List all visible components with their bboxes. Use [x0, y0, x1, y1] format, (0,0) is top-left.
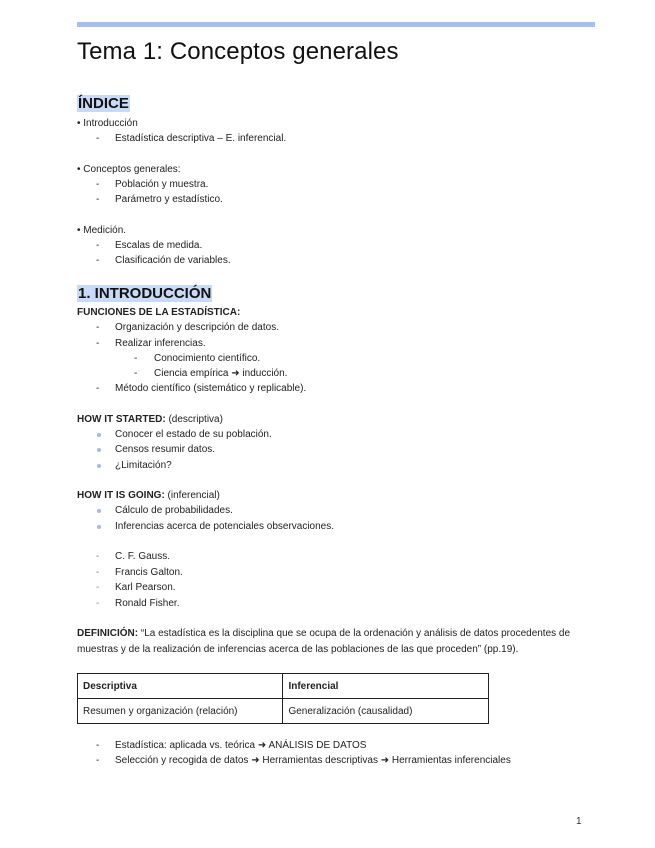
person-item: Francis Galton.	[115, 567, 183, 578]
person-item: Ronald Fisher.	[115, 598, 180, 609]
dash-marker: -	[96, 582, 100, 593]
dash-marker: -	[96, 194, 100, 205]
funcion-subitem: Ciencia empírica ➜ inducción.	[154, 368, 288, 379]
going-item: Cálculo de probabilidades.	[115, 505, 233, 516]
person-item: Karl Pearson.	[115, 582, 176, 593]
bullet-dot	[97, 525, 101, 529]
dash-marker: -	[96, 240, 100, 251]
started-item: Conocer el estado de su población.	[115, 429, 272, 440]
dash-marker: -	[96, 133, 100, 144]
funcion-item: Realizar inferencias.	[115, 338, 206, 349]
funcion-subitem: Conocimiento científico.	[154, 353, 261, 364]
bullet-dot	[97, 509, 101, 513]
closing-item: Estadística: aplicada vs. teórica ➜ ANÁLISIS DE DATOS	[115, 740, 367, 751]
funcion-item: Organización y descripción de datos.	[115, 322, 279, 333]
indice-bullet: • Introducción	[77, 118, 138, 129]
indice-bullet: • Medición.	[77, 225, 127, 236]
page-title: Tema 1: Conceptos generales	[77, 38, 399, 65]
bullet-dot	[97, 464, 101, 468]
dash-marker: -	[96, 255, 100, 266]
bullet-dot	[97, 448, 101, 452]
table-cell: Resumen y organización (relación)	[78, 699, 283, 724]
definition-paragraph: DEFINICIÓN: “La estadística es la disciplina que se ocupa de la ordenación y análisis de datos procedentes de muestras y de la realización de inferencias acerca de las poblaciones de las que proceden” (pp.19).	[77, 628, 571, 655]
dash-marker: -	[96, 383, 100, 394]
dash-marker: -	[96, 338, 100, 349]
table-cell: Generalización (causalidad)	[283, 699, 489, 724]
dash-marker: -	[96, 322, 100, 333]
dash-marker: -	[96, 179, 100, 190]
closing-item: Selección y recogida de datos ➜ Herramientas descriptivas ➜ Herramientas inferenciales	[115, 755, 511, 766]
dash-marker: -	[134, 353, 138, 364]
page-number: 1	[576, 816, 582, 827]
dash-marker: -	[96, 755, 100, 766]
started-item: Censos resumir datos.	[115, 444, 216, 455]
table-header-cell: Descriptiva	[78, 674, 283, 699]
indice-subitem: Estadística descriptiva – E. inferencial.	[115, 133, 287, 144]
going-item: Inferencias acerca de potenciales observaciones.	[115, 521, 335, 532]
indice-subitem: Clasificación de variables.	[115, 255, 231, 266]
how-it-started-heading: HOW IT STARTED: (descriptiva)	[77, 414, 223, 425]
introduccion-heading: 1. INTRODUCCIÓN	[78, 285, 212, 302]
how-it-is-going-heading: HOW IT IS GOING: (inferencial)	[77, 490, 220, 501]
header-accent-bar	[77, 22, 595, 27]
table-header-row	[78, 674, 489, 699]
table-header-cell: Inferencial	[283, 674, 489, 699]
table-row	[78, 699, 489, 724]
dash-marker: -	[96, 551, 100, 562]
funcion-item: Método científico (sistemático y replicable).	[115, 383, 307, 394]
funciones-heading: FUNCIONES DE LA ESTADÍSTICA:	[77, 307, 241, 318]
dash-marker: -	[134, 368, 138, 379]
comparison-table	[77, 673, 489, 724]
indice-bullet: • Conceptos generales:	[77, 164, 181, 175]
indice-heading: ÍNDICE	[78, 95, 129, 112]
person-item: C. F. Gauss.	[115, 551, 171, 562]
indice-subitem: Población y muestra.	[115, 179, 209, 190]
started-item: ¿Limitación?	[115, 460, 172, 471]
bullet-dot	[97, 433, 101, 437]
indice-subitem: Parámetro y estadístico.	[115, 194, 223, 205]
dash-marker: -	[96, 567, 100, 578]
dash-marker: -	[96, 598, 100, 609]
dash-marker: -	[96, 740, 100, 751]
indice-subitem: Escalas de medida.	[115, 240, 203, 251]
